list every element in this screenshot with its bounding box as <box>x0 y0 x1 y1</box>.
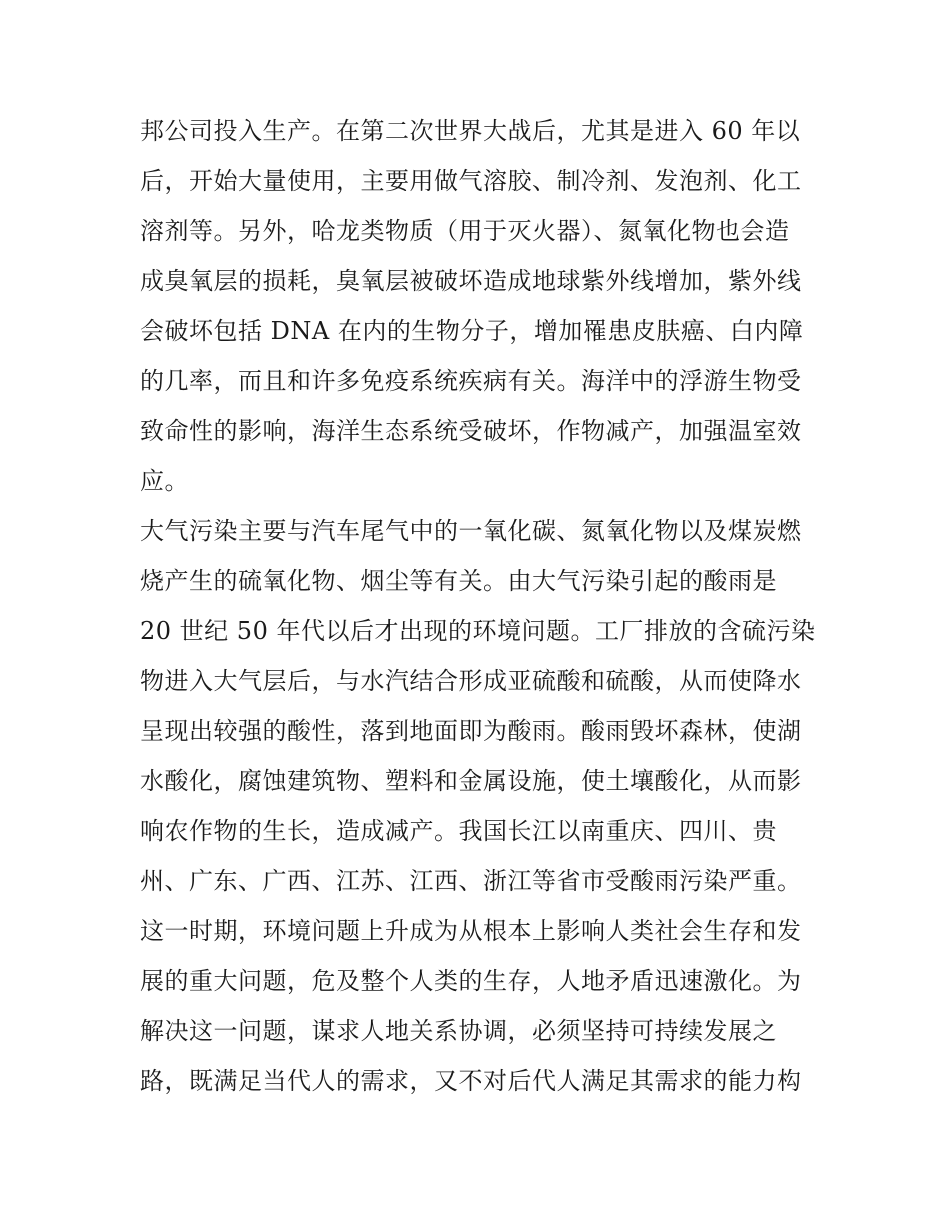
text-line: 呈现出较强的酸性，落到地面即为酸雨。酸雨毁坏森林，使湖 <box>140 717 802 745</box>
text-line: 成臭氧层的损耗，臭氧层被破坏造成地球紫外线增加，紫外线 <box>140 267 802 295</box>
text-line: 这一时期，环境问题上升成为从根本上影响人类社会生存和发 <box>140 917 802 945</box>
text-line: 邦公司投入生产。在第二次世界大战后，尤其是进入 60 年以 <box>140 117 801 145</box>
text-line: 的几率，而且和许多免疫系统疾病有关。海洋中的浮游生物受 <box>140 367 802 395</box>
text-line: 展的重大问题，危及整个人类的生存，人地矛盾迅速激化。为 <box>140 967 802 995</box>
text-line: 物进入大气层后，与水汽结合形成亚硫酸和硫酸，从而使降水 <box>140 667 802 695</box>
text-line: 20 世纪 50 年代以后才出现的环境问题。工厂排放的含硫污染 <box>140 617 816 645</box>
text-line: 会破坏包括 DNA 在内的生物分子，增加罹患皮肤癌、白内障 <box>140 317 804 345</box>
text-line: 水酸化，腐蚀建筑物、塑料和金属设施，使土壤酸化，从而影 <box>140 767 802 795</box>
text-line: 州、广东、广西、江苏、江西、浙江等省市受酸雨污染严重。 <box>140 867 802 895</box>
text-line: 大气污染主要与汽车尾气中的一氧化碳、氮氧化物以及煤炭燃 <box>140 517 802 545</box>
text-line: 后，开始大量使用，主要用做气溶胶、制冷剂、发泡剂、化工 <box>140 167 802 195</box>
text-line: 应。 <box>140 467 189 495</box>
text-line: 烧产生的硫氧化物、烟尘等有关。由大气污染引起的酸雨是 <box>140 567 777 595</box>
text-line: 溶剂等。另外，哈龙类物质（用于灭火器）、氮氧化物也会造 <box>140 217 790 245</box>
text-line: 致命性的影响，海洋生态系统受破坏，作物减产，加强温室效 <box>140 417 802 445</box>
text-line: 解决这一问题，谋求人地关系协调，必须坚持可持续发展之 <box>140 1017 777 1045</box>
document-body <box>140 106 820 1106</box>
text-line: 路，既满足当代人的需求，又不对后代人满足其需求的能力构 <box>140 1067 802 1095</box>
text-line: 响农作物的生长，造成减产。我国长江以南重庆、四川、贵 <box>140 817 777 845</box>
